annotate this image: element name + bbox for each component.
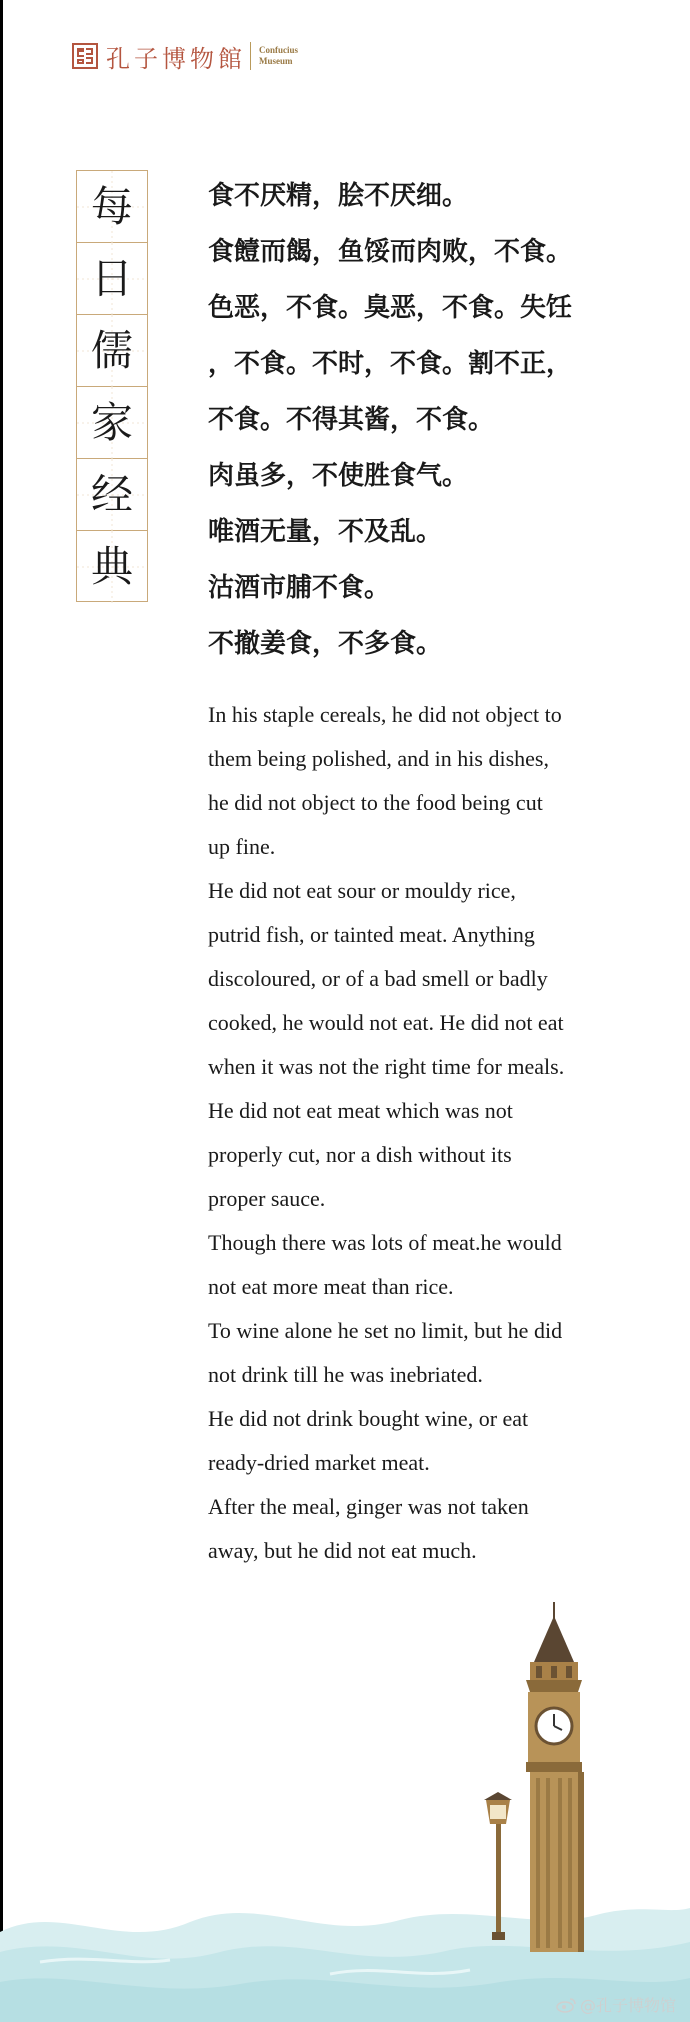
weibo-watermark: [556, 1993, 676, 2016]
clock-tower: [526, 1602, 584, 1952]
logo-english: [259, 45, 298, 67]
english-line: away, but he did not eat much.: [208, 1538, 477, 1563]
english-line: up fine.: [208, 834, 276, 859]
chinese-line: 肉虽多，不使胜食气。: [208, 461, 469, 491]
logo-english-line1: Confucius: [259, 45, 299, 55]
chinese-line: 色恶，不食。臭恶，不食。失饪: [208, 293, 573, 323]
chinese-line: 不食。不得其酱，不食。: [208, 405, 495, 435]
title-char: 典: [90, 542, 133, 591]
title-cell: [77, 171, 147, 243]
watermark-text: @孔子博物馆: [579, 1996, 676, 2015]
chinese-text-block: [208, 168, 668, 672]
chinese-line: 食饐而餲，鱼馁而肉败，不食。: [208, 237, 573, 267]
title-char: 儒: [90, 325, 133, 375]
vertical-title-box: [76, 170, 148, 602]
logo-divider: [250, 42, 251, 70]
title-char: 每: [90, 181, 133, 231]
title-cell: [77, 315, 147, 387]
english-line: he did not object to the food being cut: [208, 790, 543, 815]
chinese-line: ，不食。不时，不食。割不正，: [208, 349, 573, 379]
english-line: them being polished, and in his dishes,: [208, 746, 549, 771]
title-cell: [77, 387, 147, 459]
english-line: putrid fish, or tainted meat. Anything: [208, 922, 535, 947]
bottom-illustration: [0, 1602, 690, 2022]
english-line: cooked, he would not eat. He did not eat: [208, 1010, 564, 1035]
english-line: To wine alone he set no limit, but he did: [208, 1318, 563, 1343]
english-line: properly cut, nor a dish without its: [208, 1142, 512, 1167]
title-char: 经: [90, 469, 133, 519]
title-char: 家: [90, 397, 133, 447]
english-line: He did not drink bought wine, or eat: [208, 1406, 529, 1431]
weibo-icon: [556, 1997, 576, 2013]
english-line: not drink till he was inebriated.: [208, 1362, 483, 1387]
landscape-illustration: [0, 1602, 690, 2022]
title-char: 日: [90, 253, 133, 303]
chinese-line: 不撤姜食，不多食。: [208, 629, 443, 659]
museum-logo: [72, 40, 298, 72]
title-cell: [77, 531, 147, 603]
logo-english-line2: Museum: [259, 56, 293, 66]
english-line: He did not eat meat which was not: [208, 1098, 513, 1123]
english-line: when it was not the right time for meals.: [208, 1054, 565, 1079]
title-cell: [77, 459, 147, 531]
english-line: In his staple cereals, he did not object to: [208, 702, 562, 727]
english-line: Though there was lots of meat.he would: [208, 1230, 562, 1255]
chinese-line: 食不厌精，脍不厌细。: [208, 181, 469, 211]
title-cell: [77, 243, 147, 315]
english-line: not eat more meat than rice.: [208, 1274, 454, 1299]
english-line: ready-dried market meat.: [208, 1450, 430, 1475]
chinese-line: 唯酒无量，不及乱。: [208, 517, 443, 547]
english-text-block: [208, 693, 648, 1573]
museum-seal-icon: [72, 43, 98, 69]
english-line: proper sauce.: [208, 1186, 326, 1211]
logo-name: 孔子博物館: [106, 44, 246, 73]
english-line: After the meal, ginger was not taken: [208, 1494, 529, 1519]
english-line: discoloured, or of a bad smell or badly: [208, 966, 548, 991]
english-line: He did not eat sour or mouldy rice,: [208, 878, 516, 903]
chinese-line: 沽酒市脯不食。: [208, 573, 391, 603]
